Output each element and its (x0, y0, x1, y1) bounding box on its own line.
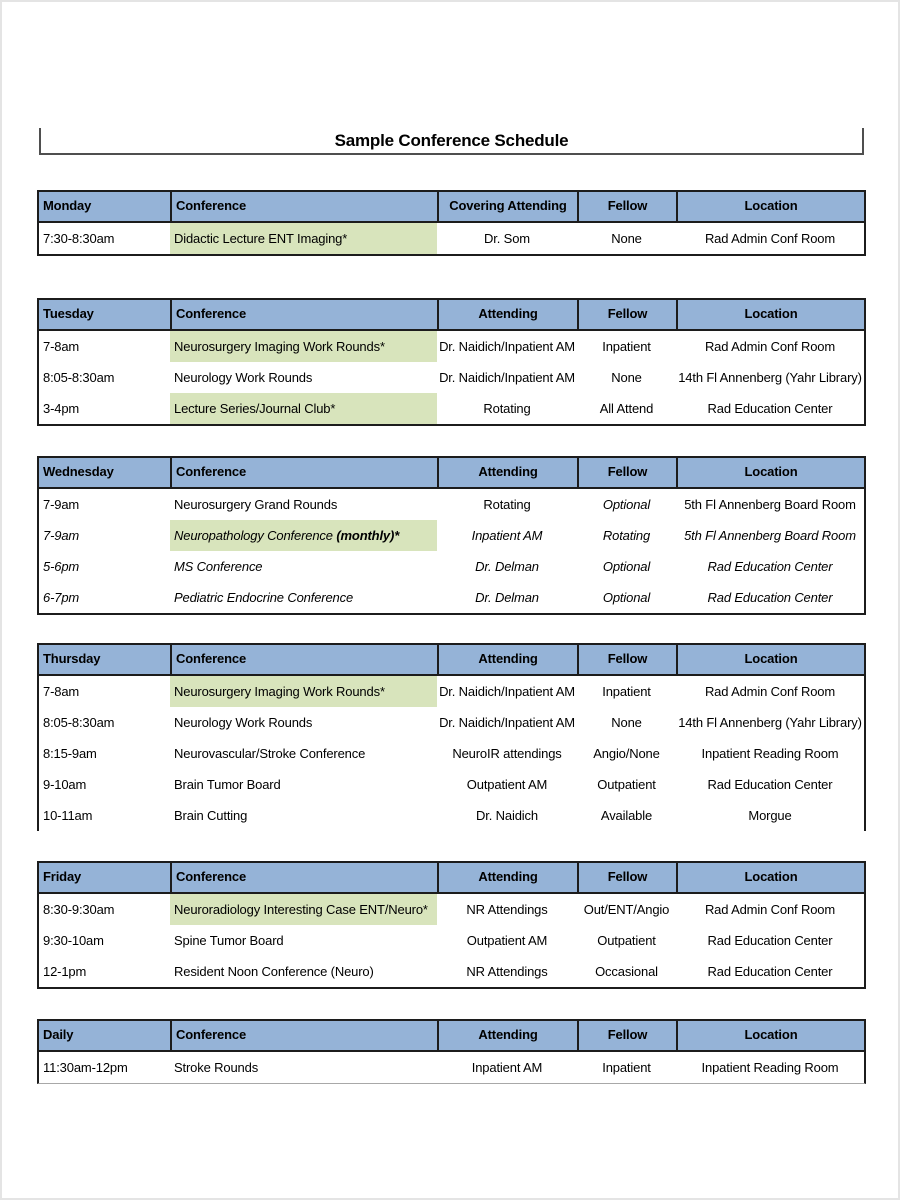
column-header-fellow: Fellow (577, 300, 676, 329)
time-cell: 8:05-8:30am (43, 370, 115, 385)
day-header: Wednesday (43, 464, 114, 479)
column-header-location: Location (676, 192, 864, 221)
location-cell: Rad Education Center (707, 933, 833, 948)
attending-cell: Outpatient AM (466, 933, 548, 948)
attending-cell: NR Attendings (466, 902, 548, 917)
column-header-location: Location (676, 458, 864, 487)
location-cell: Rad Education Center (707, 590, 833, 605)
table-header-row (39, 645, 864, 676)
attending-cell: Dr. Naidich/Inpatient AM (439, 684, 575, 699)
attending-cell: Rotating (483, 497, 531, 512)
attending-cell: Dr. Som (484, 231, 530, 246)
table-row (39, 956, 864, 987)
column-header-location: Location (676, 1021, 864, 1050)
document-title-box (39, 128, 864, 155)
column-header-fellow: Fellow (577, 458, 676, 487)
attending-cell: Dr. Delman (475, 590, 539, 605)
fellow-cell: Angio/None (593, 746, 660, 761)
time-cell: 12-1pm (43, 964, 87, 979)
time-cell: 7-8am (43, 339, 80, 354)
attending-cell: Inpatient AM (471, 528, 543, 543)
table-row (39, 1052, 864, 1083)
location-cell: 14th Fl Annenberg (Yahr Library) (678, 370, 862, 385)
attending-cell: Inpatient AM (471, 1060, 543, 1075)
column-header-conference: Conference (170, 192, 437, 221)
location-cell: Rad Education Center (707, 777, 833, 792)
attending-cell: Dr. Naidich/Inpatient AM (439, 370, 575, 385)
schedule-table-daily (37, 1019, 866, 1084)
time-cell: 9-10am (43, 777, 87, 792)
attending-cell: Outpatient AM (466, 777, 548, 792)
conference-cell: Didactic Lecture ENT Imaging* (170, 223, 437, 254)
table-row (39, 582, 864, 613)
table-row (39, 331, 864, 362)
fellow-cell: None (611, 370, 642, 385)
fellow-cell: Optional (602, 559, 651, 574)
column-header-conference: Conference (170, 1021, 437, 1050)
location-cell: Rad Admin Conf Room (704, 231, 836, 246)
column-header-fellow: Fellow (577, 192, 676, 221)
fellow-cell: Inpatient (602, 1060, 651, 1075)
schedule-table-thursday (37, 643, 866, 831)
column-header-location: Location (676, 863, 864, 892)
table-row (39, 393, 864, 424)
fellow-cell: All Attend (599, 401, 654, 416)
table-header-row (39, 1021, 864, 1052)
column-header-fellow: Fellow (577, 863, 676, 892)
conference-cell: Resident Noon Conference (Neuro) (174, 964, 374, 979)
conference-cell: Neurosurgery Imaging Work Rounds* (170, 331, 437, 362)
time-cell: 8:15-9am (43, 746, 97, 761)
day-header: Monday (43, 198, 92, 213)
column-header-conference: Conference (170, 645, 437, 674)
table-row (39, 707, 864, 738)
attending-cell: Dr. Naidich/Inpatient AM (439, 715, 575, 730)
column-header-attending: Covering Attending (437, 192, 577, 221)
conference-cell: Brain Cutting (174, 808, 248, 823)
column-header-attending: Attending (437, 645, 577, 674)
time-cell: 10-11am (43, 808, 93, 823)
time-cell: 3-4pm (43, 401, 80, 416)
table-row (39, 489, 864, 520)
attending-cell: Dr. Naidich (476, 808, 538, 823)
location-cell: Morgue (748, 808, 792, 823)
table-row (39, 520, 864, 551)
fellow-cell: Inpatient (602, 684, 651, 699)
location-cell: Rad Admin Conf Room (704, 684, 836, 699)
column-header-location: Location (676, 300, 864, 329)
table-row (39, 894, 864, 925)
conference-cell: Pediatric Endocrine Conference (174, 590, 354, 605)
location-cell: Rad Education Center (707, 559, 833, 574)
conference-cell: Lecture Series/Journal Club* (170, 393, 437, 424)
conference-cell: Neurosurgery Grand Rounds (174, 497, 338, 512)
time-cell: 5-6pm (43, 559, 80, 574)
column-header-location: Location (676, 645, 864, 674)
column-header-attending: Attending (437, 863, 577, 892)
fellow-cell: Outpatient (597, 933, 656, 948)
conference-cell: Neurology Work Rounds (174, 715, 313, 730)
time-cell: 8:05-8:30am (43, 715, 115, 730)
attending-cell: Dr. Naidich/Inpatient AM (439, 339, 575, 354)
conference-cell: Stroke Rounds (174, 1060, 259, 1075)
time-cell: 7:30-8:30am (43, 231, 115, 246)
location-cell: 5th Fl Annenberg Board Room (684, 528, 856, 543)
column-header-attending: Attending (437, 458, 577, 487)
fellow-cell: Optional (602, 497, 651, 512)
day-header: Tuesday (43, 306, 94, 321)
table-header-row (39, 863, 864, 894)
conference-cell: Neurology Work Rounds (174, 370, 313, 385)
time-cell: 11:30am-12pm (43, 1060, 128, 1075)
table-header-row (39, 300, 864, 331)
table-row (39, 738, 864, 769)
schedule-table-tuesday (37, 298, 866, 426)
time-cell: 6-7pm (43, 590, 80, 605)
time-cell: 7-8am (43, 684, 80, 699)
conference-cell: Brain Tumor Board (174, 777, 281, 792)
location-cell: 14th Fl Annenberg (Yahr Library) (678, 715, 862, 730)
attending-cell: Rotating (483, 401, 531, 416)
day-header: Friday (43, 869, 82, 884)
attending-cell: NR Attendings (466, 964, 548, 979)
schedule-table-wednesday (37, 456, 866, 615)
table-header-row (39, 192, 864, 223)
day-header: Daily (43, 1027, 74, 1042)
conference-cell: MS Conference (174, 559, 263, 574)
attending-cell: NeuroIR attendings (452, 746, 562, 761)
location-cell: 5th Fl Annenberg Board Room (684, 497, 856, 512)
fellow-cell: None (611, 231, 642, 246)
fellow-cell: Out/ENT/Angio (583, 902, 670, 917)
time-cell: 8:30-9:30am (43, 902, 115, 917)
conference-cell: Spine Tumor Board (174, 933, 284, 948)
location-cell: Inpatient Reading Room (701, 1060, 839, 1075)
time-cell: 7-9am (43, 497, 80, 512)
column-header-conference: Conference (170, 863, 437, 892)
column-header-conference: Conference (170, 458, 437, 487)
time-cell: 7-9am (43, 528, 80, 543)
table-row (39, 551, 864, 582)
column-header-attending: Attending (437, 1021, 577, 1050)
column-header-fellow: Fellow (577, 645, 676, 674)
attending-cell: Dr. Delman (475, 559, 539, 574)
table-row (39, 362, 864, 393)
location-cell: Rad Education Center (707, 964, 833, 979)
fellow-cell: Outpatient (597, 777, 656, 792)
fellow-cell: Rotating (602, 528, 651, 543)
table-row (39, 676, 864, 707)
table-row (39, 769, 864, 800)
fellow-cell: Occasional (595, 964, 658, 979)
column-header-fellow: Fellow (577, 1021, 676, 1050)
day-header: Thursday (43, 651, 101, 666)
location-cell: Inpatient Reading Room (701, 746, 839, 761)
schedule-table-friday (37, 861, 866, 989)
fellow-cell: Optional (602, 590, 651, 605)
column-header-attending: Attending (437, 300, 577, 329)
location-cell: Rad Education Center (707, 401, 833, 416)
time-cell: 9:30-10am (43, 933, 104, 948)
conference-cell: Neuropathology Conference (monthly)* (170, 520, 437, 551)
table-row (39, 800, 864, 831)
location-cell: Rad Admin Conf Room (704, 339, 836, 354)
schedule-table-monday (37, 190, 866, 256)
table-header-row (39, 458, 864, 489)
location-cell: Rad Admin Conf Room (704, 902, 836, 917)
page-title: Sample Conference Schedule (334, 131, 569, 150)
table-row (39, 223, 864, 254)
conference-cell: Neurosurgery Imaging Work Rounds* (170, 676, 437, 707)
column-header-conference: Conference (170, 300, 437, 329)
table-row (39, 925, 864, 956)
fellow-cell: None (611, 715, 642, 730)
conference-cell: Neurovascular/Stroke Conference (174, 746, 366, 761)
fellow-cell: Available (600, 808, 653, 823)
conference-cell: Neuroradiology Interesting Case ENT/Neuro* (170, 894, 437, 925)
fellow-cell: Inpatient (602, 339, 651, 354)
